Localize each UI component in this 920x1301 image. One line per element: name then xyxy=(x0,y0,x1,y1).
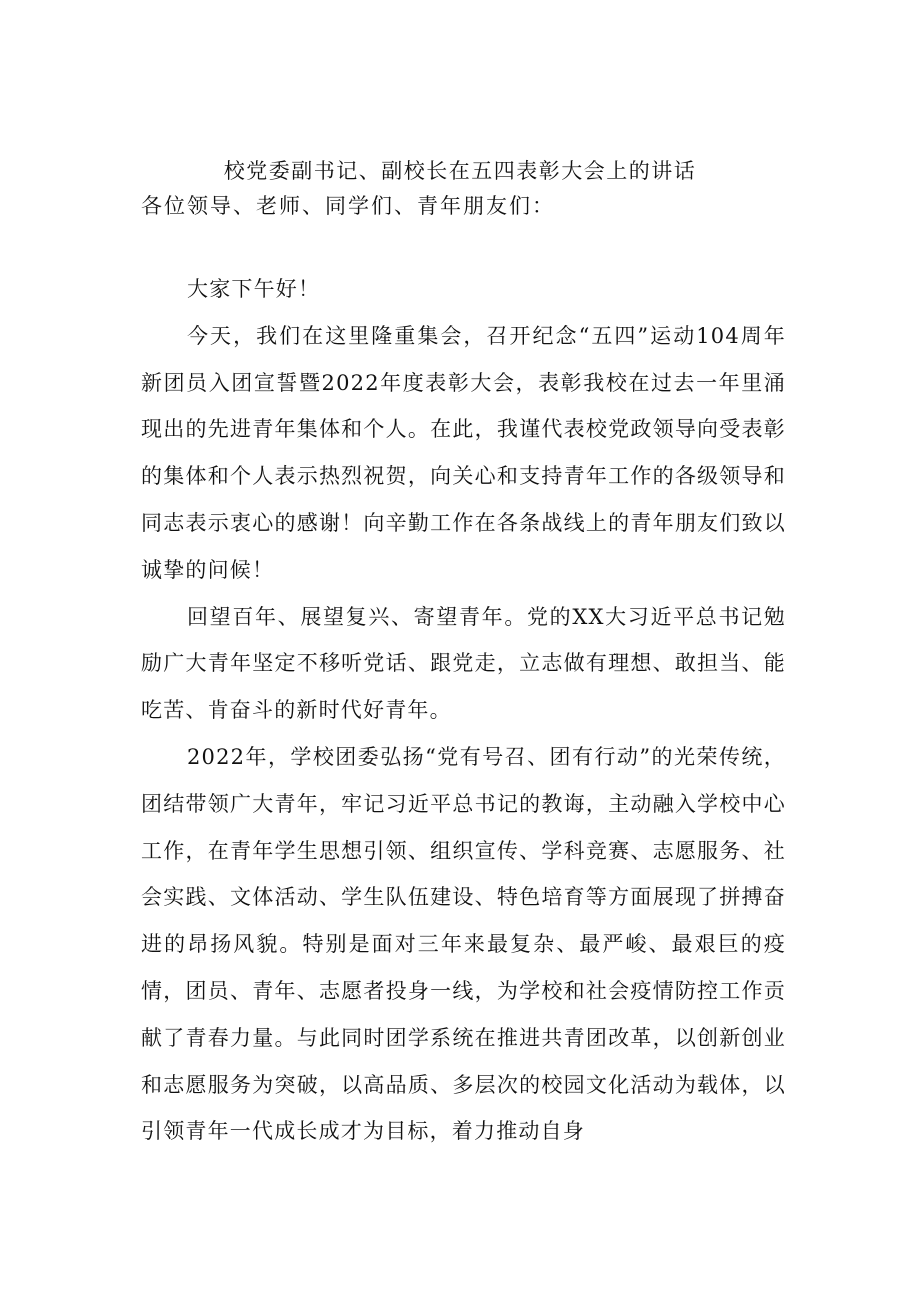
salutation: 各位领导、老师、同学们、青年朋友们： xyxy=(141,194,555,218)
document-title: 校党委副书记、副校长在五四表彰大会上的讲话 xyxy=(223,159,697,183)
paragraph-greeting: 大家下午好！ xyxy=(187,277,321,301)
body-text xyxy=(141,266,786,1155)
paragraph-opening: 今天，我们在这里隆重集会，召开纪念“五四”运动104周年新团员入团宣誓暨2022年度表彰大会，表彰我校在过去一年里涌现出的先进青年集体和个人。在此，我谨代表校党政领导向受表彰的集体和个人表示热烈祝贺，向关心和支持青年工作的各级领导和同志表示衷心的感谢！向辛勤工作在各条战线上的青年朋友们致以诚挚的问候！ xyxy=(141,323,786,582)
paragraph-2022-review: 2022年，学校团委弘扬“党有号召、团有行动”的光荣传统，团结带领广大青年，牢记习近平总书记的教诲，主动融入学校中心工作，在青年学生思想引领、组织宣传、学科竞赛、志愿服务、社会实践、文体活动、学生队伍建设、特色培育等方面展现了拼搏奋进的昂扬风貌。特别是面对三年来最复杂、最严峻、最艰巨的疫情，团员、青年、志愿者投身一线，为学校和社会疫情防控工作贡献了青春力量。与此同时团学系统在推进共青团改革，以创新创业和志愿服务为突破，以高品质、多层次的校园文化活动为载体，以引领青年一代成长成才为目标，着力推动自身 xyxy=(141,744,786,1144)
paragraph-centennial: 回望百年、展望复兴、寄望青年。党的XX大习近平总书记勉励广大青年坚定不移听党话、跟党走，立志做有理想、敢担当、能吃苦、肯奋斗的新时代好青年。 xyxy=(141,604,786,723)
